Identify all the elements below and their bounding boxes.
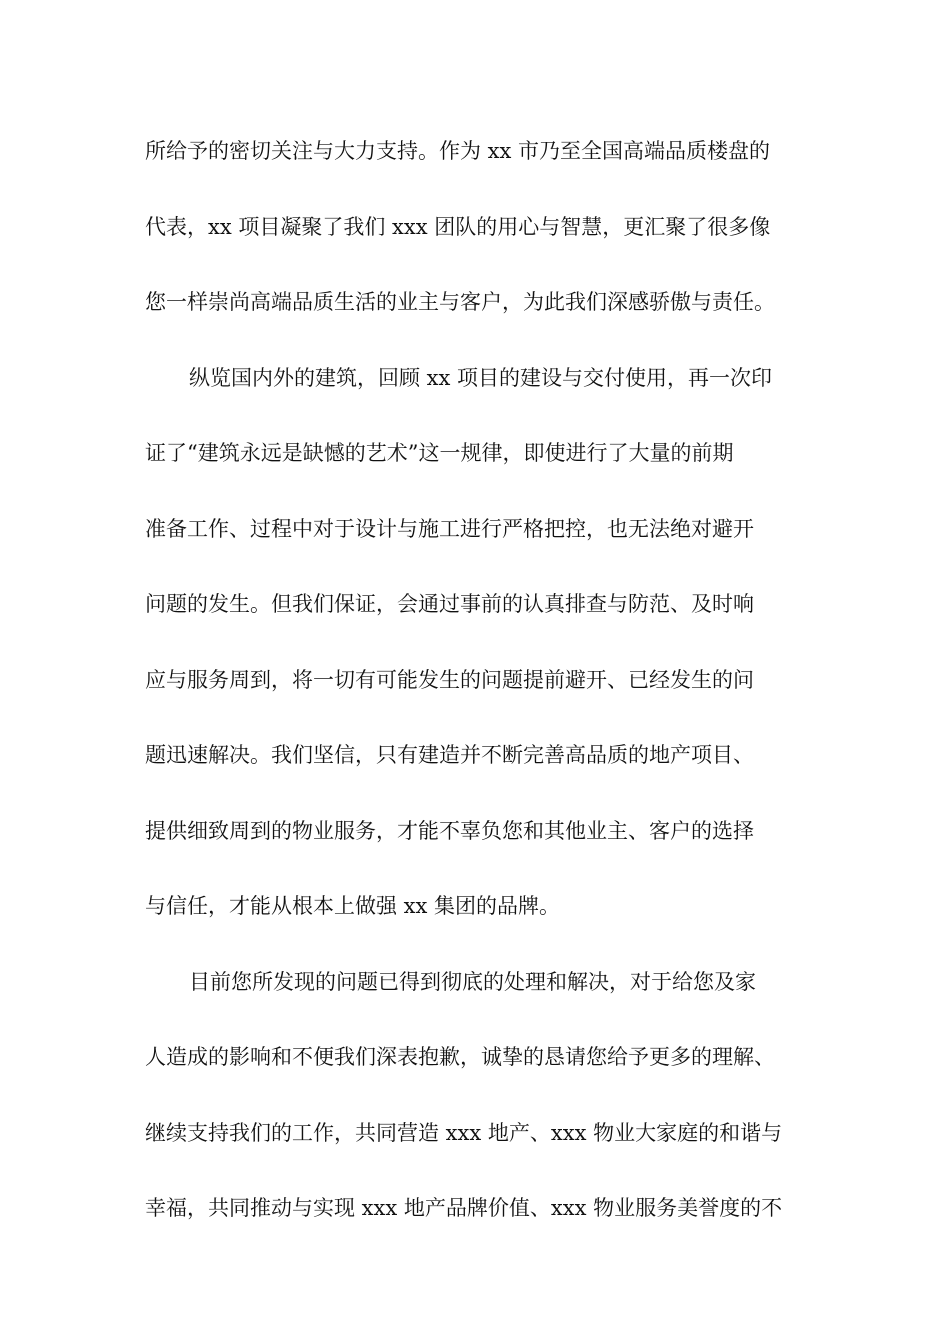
text-line: 与信任，才能从根本上做强 xx 集团的品牌。 xyxy=(145,894,561,918)
text-line: 代表，xx 项目凝聚了我们 xxx 团队的用心与智慧，更汇聚了很多像 xyxy=(145,214,771,239)
text-line: 您一样崇尚高端品质生活的业主与客户，为此我们深感骄傲与责任。 xyxy=(145,290,775,314)
text-line: 目前您所发现的问题已得到彻底的处理和解决，对于给您及家 xyxy=(189,969,756,994)
text-line: 继续支持我们的工作，共同营造 xxx 地产、xxx 物业大家庭的和谐与 xyxy=(145,1120,783,1145)
text-line: 问题的发生。但我们保证，会通过事前的认真排查与防范、及时响 xyxy=(145,592,754,616)
text-line: 纵览国内外的建筑，回顾 xx 项目的建设与交付使用，再一次印 xyxy=(189,365,773,390)
text-line: 题迅速解决。我们坚信，只有建造并不断完善高品质的地产项目、 xyxy=(145,743,754,767)
text-line: 准备工作、过程中对于设计与施工进行严格把控，也无法绝对避开 xyxy=(145,516,754,541)
text-line: 证了“建筑永远是缺憾的艺术”这一规律，即使进行了大量的前期 xyxy=(145,441,734,465)
text-line: 幸福，共同推动与实现 xxx 地产品牌价值、xxx 物业服务美誉度的不 xyxy=(145,1196,783,1220)
text-line: 应与服务周到，将一切有可能发生的问题提前避开、已经发生的问 xyxy=(145,667,754,692)
text-line: 人造成的影响和不便我们深表抱歉，诚挚的恳请您给予更多的理解、 xyxy=(145,1045,775,1069)
text-line: 提供细致周到的物业服务，才能不辜负您和其他业主、客户的选择 xyxy=(145,818,754,843)
text-line: 所给予的密切关注与大力支持。作为 xx 市乃至全国高端品质楼盘的 xyxy=(145,139,771,163)
document-body xyxy=(145,127,835,1260)
